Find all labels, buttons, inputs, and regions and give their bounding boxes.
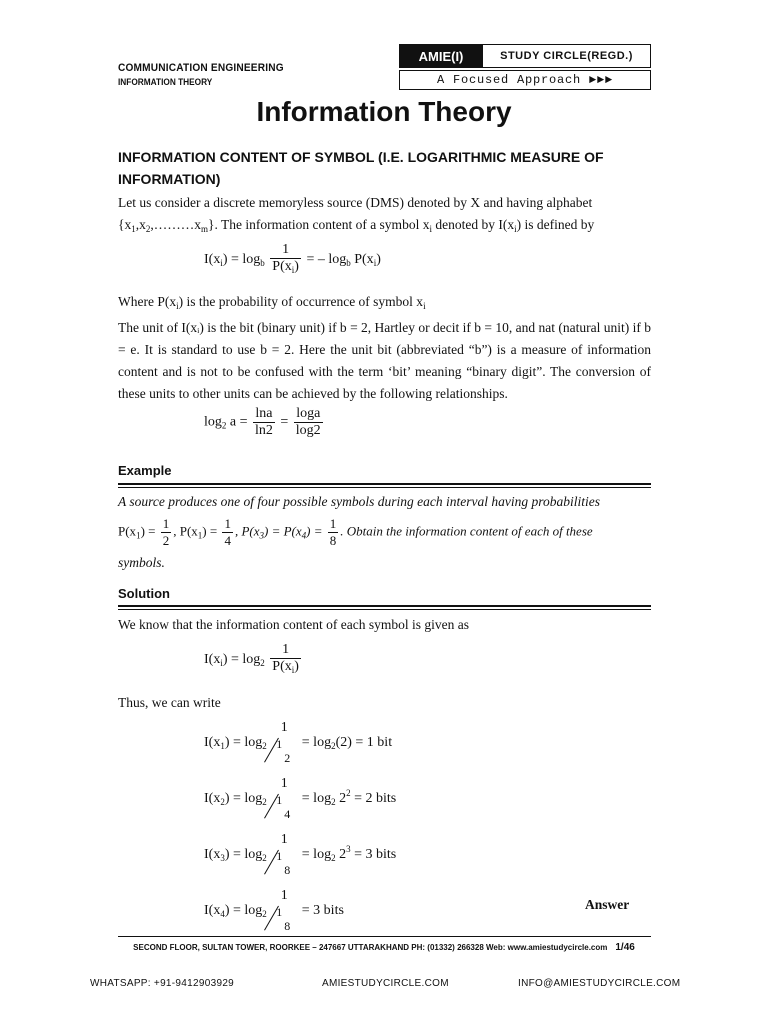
sub: 1 [197, 530, 203, 541]
slash-den: 8 [284, 863, 291, 877]
eq-text: I(x [204, 791, 221, 807]
solution-equation [204, 642, 303, 678]
fraction [270, 642, 301, 678]
slash-num: 1 [276, 793, 283, 807]
eq-text: (2) = 1 bit [335, 735, 393, 751]
divider [118, 487, 651, 488]
sub: i [373, 258, 377, 269]
sub: 4 [301, 530, 307, 541]
eq-text: = log [301, 847, 332, 863]
eq-text: I(x [204, 903, 221, 919]
sub: 2 [221, 420, 227, 431]
header-tagline: A Focused Approach ►►► [399, 70, 651, 90]
eq-text: = [280, 414, 289, 430]
sub: 3 [220, 853, 225, 864]
sub: i [291, 265, 295, 275]
footer-email-link[interactable]: INFO@AMIESTUDYCIRCLE.COM [518, 978, 681, 989]
eq-text: = – log [306, 252, 347, 268]
sub: 2 [262, 741, 267, 752]
sub: 2 [220, 797, 225, 808]
divider [118, 483, 651, 485]
slash-fraction [274, 736, 294, 766]
ex-text: P(x [118, 523, 137, 539]
intro-text: {x [118, 217, 132, 232]
footer-divider [118, 936, 651, 937]
footer-address-text: SECOND FLOOR, SULTAN TOWER, ROORKEE – 247667 UTTARAKHAND PH: (01332) 266328 Web: www.amiestudycircle.com [133, 943, 608, 952]
eq-text: log [204, 414, 222, 430]
sub: i [291, 665, 295, 675]
sub: 3 [259, 530, 265, 541]
denominator: $P(x_i)$ [270, 258, 301, 278]
equation-log-conversion [204, 406, 325, 439]
slash-den: 2 [284, 751, 291, 765]
eq-text: I(x [204, 252, 221, 268]
sub: 1 [136, 530, 141, 541]
denominator [272, 792, 296, 822]
sub: b [346, 258, 351, 269]
ex-text: ) = [306, 523, 323, 539]
sub: 2 [260, 658, 265, 669]
header-box [399, 44, 651, 90]
result-row-2 [204, 776, 396, 822]
superscript: 2 [346, 788, 351, 799]
intro-text: }. The information content of a symbol x [208, 217, 430, 232]
fraction [270, 242, 301, 278]
example-line1: A source produces one of four possible symbols during each interval having probabilities [118, 494, 600, 509]
numerator: 1 [280, 776, 288, 791]
numerator: lna [255, 406, 273, 421]
slash-den: 4 [284, 807, 291, 821]
sub: 2 [262, 909, 267, 920]
intro-text: ,………x [150, 217, 201, 232]
fraction [328, 516, 339, 549]
fraction [294, 406, 323, 439]
slash-den: 8 [284, 919, 291, 933]
ex-text: ) = [202, 523, 218, 539]
eq-text: I(x [204, 652, 221, 668]
intro-paragraph [118, 192, 651, 240]
sub: 2 [331, 853, 336, 864]
sub: i [176, 301, 179, 311]
slash-num: 1 [276, 905, 283, 919]
header-badge: AMIE(I) [399, 44, 483, 68]
divider [118, 609, 651, 610]
eq-text: ) = log [224, 847, 263, 863]
numerator: loga [296, 406, 321, 421]
solution-label: Solution [118, 586, 170, 601]
numerator: 1 [282, 642, 290, 657]
sub: 1 [131, 224, 136, 234]
fraction [272, 832, 296, 878]
intro-text: ) is defined by [516, 217, 595, 232]
page-number: 1/46 [615, 942, 635, 953]
fraction [161, 516, 172, 549]
result-row-1 [204, 720, 392, 766]
intro-text: denoted by I(x [431, 217, 515, 232]
denominator: $P(x_i)$ [270, 658, 301, 678]
ex-text: ) = P(x [264, 523, 302, 539]
ex-text: , P(x [234, 523, 260, 539]
sub: i [220, 658, 223, 669]
eq-text: I(x [204, 847, 221, 863]
ex-text: ) = [140, 523, 156, 539]
denominator: ln2 [255, 423, 273, 438]
fraction [222, 516, 233, 549]
example-label: Example [118, 463, 172, 478]
denominator [272, 736, 296, 766]
superscript: 3 [346, 844, 351, 855]
section-heading: INFORMATION CONTENT OF SYMBOL (I.E. LOGARITHMIC MEASURE OF INFORMATION) [118, 149, 604, 187]
example-line3: symbols. [118, 555, 165, 570]
numerator: 1 [224, 516, 231, 531]
header-subject: COMMUNICATION ENGINEERING [118, 62, 284, 74]
slash-fraction [274, 792, 294, 822]
eq-text: 2 [335, 791, 347, 807]
slash-fraction [274, 848, 294, 878]
slash-num: 1 [276, 737, 283, 751]
eq-text: ) = log [222, 252, 261, 268]
fraction [272, 720, 296, 766]
ex-text: . Obtain the information content of each of these [340, 523, 593, 539]
eq-text: P(x [272, 259, 292, 274]
eq-text: 2 [335, 847, 347, 863]
eq-text: ) = log [224, 903, 263, 919]
intro-line1: Let us consider a discrete memoryless source (DMS) denoted by X and having alphabet [118, 195, 593, 210]
example-line2 [118, 516, 651, 549]
eq-text: ) = log [224, 791, 263, 807]
fraction [253, 406, 275, 439]
header-topic: INFORMATION THEORY [118, 77, 213, 87]
sub: b [260, 258, 265, 269]
denominator: 4 [224, 533, 231, 548]
eq-text: ) = log [224, 735, 263, 751]
thus-text: Thus, we can write [118, 695, 221, 710]
result-row-4 [204, 888, 344, 934]
numerator: 1 [280, 720, 288, 735]
eq-text: P(x [350, 252, 374, 268]
denominator: 8 [329, 533, 337, 548]
equation-information-content: $I(x_i) = \log_b$ $\frac{1}{P(x_i)}$ = – $\log_b P(x_i)$ [204, 242, 381, 278]
where-text [118, 291, 651, 317]
intro-text: ,x [135, 217, 146, 232]
divider [118, 605, 651, 607]
unit-paragraph: The unit of I(xᵢ) is the bit (binary unit) if b = 2, Hartley or decit if b = 10, and nat (natural unit) if b = e. It is standard to use b = 2. Here the unit bit (abbreviated “b”) is a measure of information content and is not to be confused with the term ‘bit’ meaning “binary digit”. The conversion of these units to other units can be achieved by the following relationships. [118, 320, 651, 401]
slash-fraction [274, 904, 294, 934]
sub: i [514, 224, 517, 234]
footer-web-link[interactable]: AMIESTUDYCIRCLE.COM [322, 978, 449, 989]
footer-whatsapp: WHATSAPP: +91-9412903929 [90, 978, 235, 989]
numerator: 1 [329, 516, 337, 531]
denominator [272, 904, 296, 934]
sub: 2 [331, 741, 336, 752]
answer-label: Answer [585, 897, 630, 912]
sub: 4 [220, 909, 225, 920]
eq-text: = log [301, 791, 332, 807]
header-org: STUDY CIRCLE(REGD.) [483, 44, 651, 68]
eq-text: I(x [204, 735, 221, 751]
fraction [272, 888, 296, 934]
ex-text: , P(x [173, 523, 198, 539]
sub: 2 [262, 797, 267, 808]
eq-text: = 3 bits [301, 903, 344, 919]
footer-address [0, 942, 768, 953]
sub: 2 [262, 853, 267, 864]
sub: i [429, 224, 432, 234]
result-row-3 [204, 832, 396, 878]
numerator: 1 [162, 516, 170, 531]
denominator [272, 848, 296, 878]
numerator: 1 [282, 242, 290, 257]
eq-text: = 2 bits [350, 791, 397, 807]
sub: i [423, 301, 426, 311]
numerator: 1 [280, 888, 288, 903]
eq-text: ) = log [222, 652, 261, 668]
eq-text: = 3 bits [350, 847, 397, 863]
page-title: Information Theory [256, 96, 512, 127]
fraction [272, 776, 296, 822]
sub: m [200, 224, 208, 234]
sub: 2 [331, 797, 336, 808]
where-part: Where P(x [118, 294, 177, 309]
denominator: 2 [162, 533, 170, 548]
sub: 1 [220, 741, 225, 752]
eq-text: P(x [272, 659, 292, 674]
where-part: ) is the probability of occurrence of symbol x [178, 294, 424, 309]
eq-text: = log [301, 735, 332, 751]
eq-text: a = [226, 414, 248, 430]
solution-line1: We know that the information content of each symbol is given as [118, 617, 469, 632]
denominator: log2 [295, 423, 321, 438]
sub: 2 [145, 224, 151, 234]
numerator: 1 [280, 832, 288, 847]
sub: i [220, 258, 223, 269]
slash-num: 1 [276, 849, 283, 863]
